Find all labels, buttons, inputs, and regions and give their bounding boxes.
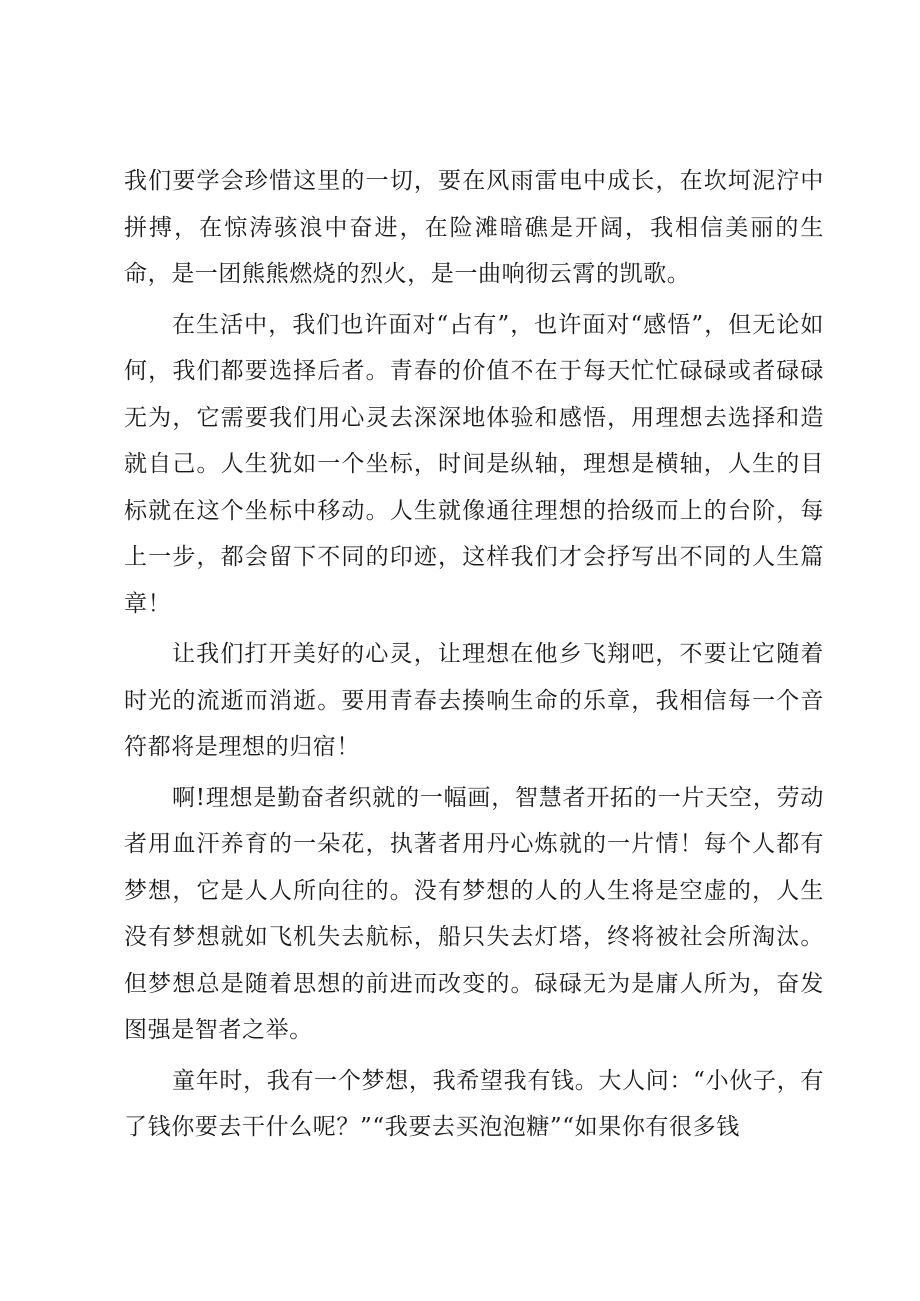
paragraph-5: 童年时，我有一个梦想，我希望我有钱。大人问：“小伙子，有了钱你要去干什么呢？”“我要去买泡泡糖”“如果你有很多钱 [124,1067,824,1140]
paragraph-4: 啊!理想是勤奋者织就的一幅画，智慧者开拓的一片天空，劳动者用血汗养育的一朵花，执著者用丹心炼就的一片情！每个人都有梦想，它是人人所向往的。没有梦想的人的人生将是空虚的，人生没有梦想就如飞机失去航标，船只失去灯塔，终将被社会所淘汰。但梦想总是随着思想的前进而改变的。碌碌无为是庸人所为，奋发图强是智者之举。 [124,784,824,1043]
paragraph-2: 在生活中，我们也许面对“占有”，也许面对“感悟”，但无论如何，我们都要选择后者。青春的价值不在于每天忙忙碌碌或者碌碌无为，它需要我们用心灵去深深地体验和感悟，用理想去选择和造就自己。人生犹如一个坐标，时间是纵轴，理想是横轴，人生的目标就在这个坐标中移动。人生就像通往理想的拾级而上的台阶，每上一步，都会留下不同的印迹，这样我们才会抒写出不同的人生篇章！ [124,311,824,617]
paragraph-1: 我们要学会珍惜这里的一切，要在风雨雷电中成长，在坎坷泥泞中拼搏，在惊涛骇浪中奋进，在险滩暗礁是开阔，我相信美丽的生命，是一团熊熊燃烧的烈火，是一曲响彻云霄的凯歌。 [124,168,824,287]
paragraph-3: 让我们打开美好的心灵，让理想在他乡飞翔吧，不要让它随着时光的流逝而消逝。要用青春去揍响生命的乐章，我相信每一个音符都将是理想的归宿！ [124,641,824,760]
document-body [124,158,824,1155]
